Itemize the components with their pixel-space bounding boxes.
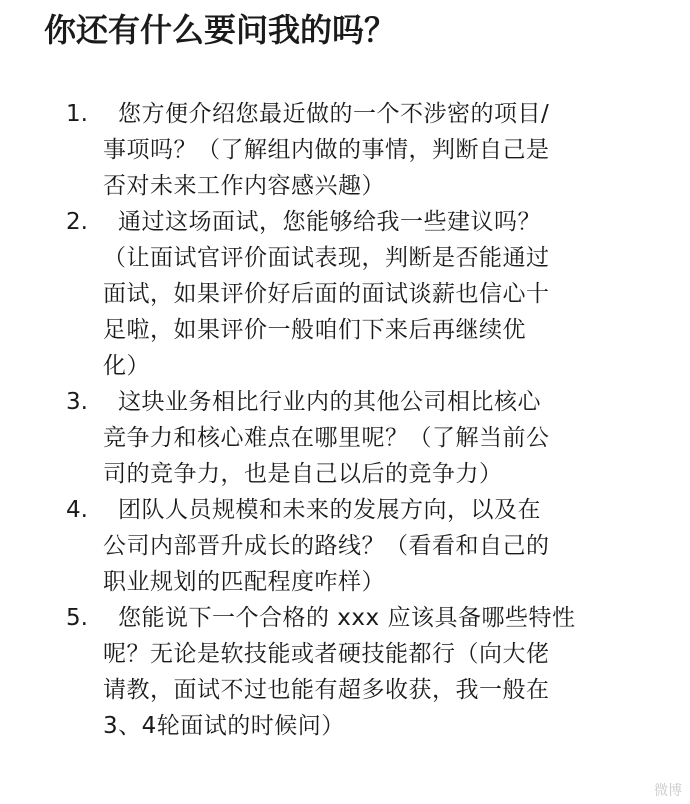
item-text-line: 足啦，如果评价一般咱们下来后再继续优 — [103, 317, 526, 343]
item-number: 1. — [66, 101, 88, 127]
item-number: 3. — [66, 389, 88, 415]
item-text-line: 否对未来工作内容感兴趣） — [103, 173, 385, 199]
item-text-line: 竞争力和核心难点在哪里呢？（了解当前公 — [103, 425, 550, 451]
list-item-continuation — [0, 132, 690, 168]
list-item-continuation — [0, 312, 690, 348]
item-text-line: 您方便介绍您最近做的一个不涉密的项目/ — [118, 101, 550, 127]
list-item — [0, 96, 690, 132]
item-text-line: 团队人员规模和未来的发展方向，以及在 — [118, 497, 541, 523]
list-item-continuation — [0, 240, 690, 276]
item-number: 4. — [66, 497, 88, 523]
page-title: 你还有什么要问我的吗？ — [44, 11, 397, 49]
list-item-continuation — [0, 564, 690, 600]
item-text-line: 通过这场面试，您能够给我一些建议吗？ — [118, 209, 541, 235]
list-item — [0, 492, 690, 528]
item-text-line: 事项吗？（了解组内做的事情，判断自己是 — [103, 137, 550, 163]
item-text-line: 司的竞争力，也是自己以后的竞争力） — [103, 461, 503, 487]
item-text-line: 呢？无论是软技能或者硬技能都行（向大佬 — [103, 641, 550, 667]
item-text-line: 3、4轮面试的时候问） — [103, 713, 345, 739]
watermark: 微博 — [654, 783, 682, 799]
list-item-continuation — [0, 708, 690, 744]
list-item-continuation — [0, 672, 690, 708]
list-item-continuation — [0, 528, 690, 564]
item-text-line: 职业规划的匹配程度咋样） — [103, 569, 385, 595]
question-list — [0, 96, 690, 744]
item-number: 5. — [66, 605, 88, 631]
list-item — [0, 384, 690, 420]
item-text-line: （让面试官评价面试表现，判断是否能通过 — [103, 245, 550, 271]
list-item-continuation — [0, 276, 690, 312]
list-item — [0, 600, 690, 636]
item-text-line: 请教，面试不过也能有超多收获，我一般在 — [103, 677, 550, 703]
list-item-continuation — [0, 636, 690, 672]
item-text-line: 面试，如果评价好后面的面试谈薪也信心十 — [103, 281, 550, 307]
item-text-line: 化） — [103, 353, 150, 379]
item-text-line: 您能说下一个合格的 xxx 应该具备哪些特性 — [118, 605, 576, 631]
item-number: 2. — [66, 209, 88, 235]
list-item-continuation — [0, 168, 690, 204]
list-item-continuation — [0, 456, 690, 492]
list-item-continuation — [0, 420, 690, 456]
item-text-line: 这块业务相比行业内的其他公司相比核心 — [118, 389, 541, 415]
list-item-continuation — [0, 348, 690, 384]
item-text-line: 公司内部晋升成长的路线？（看看和自己的 — [103, 533, 550, 559]
list-item — [0, 204, 690, 240]
